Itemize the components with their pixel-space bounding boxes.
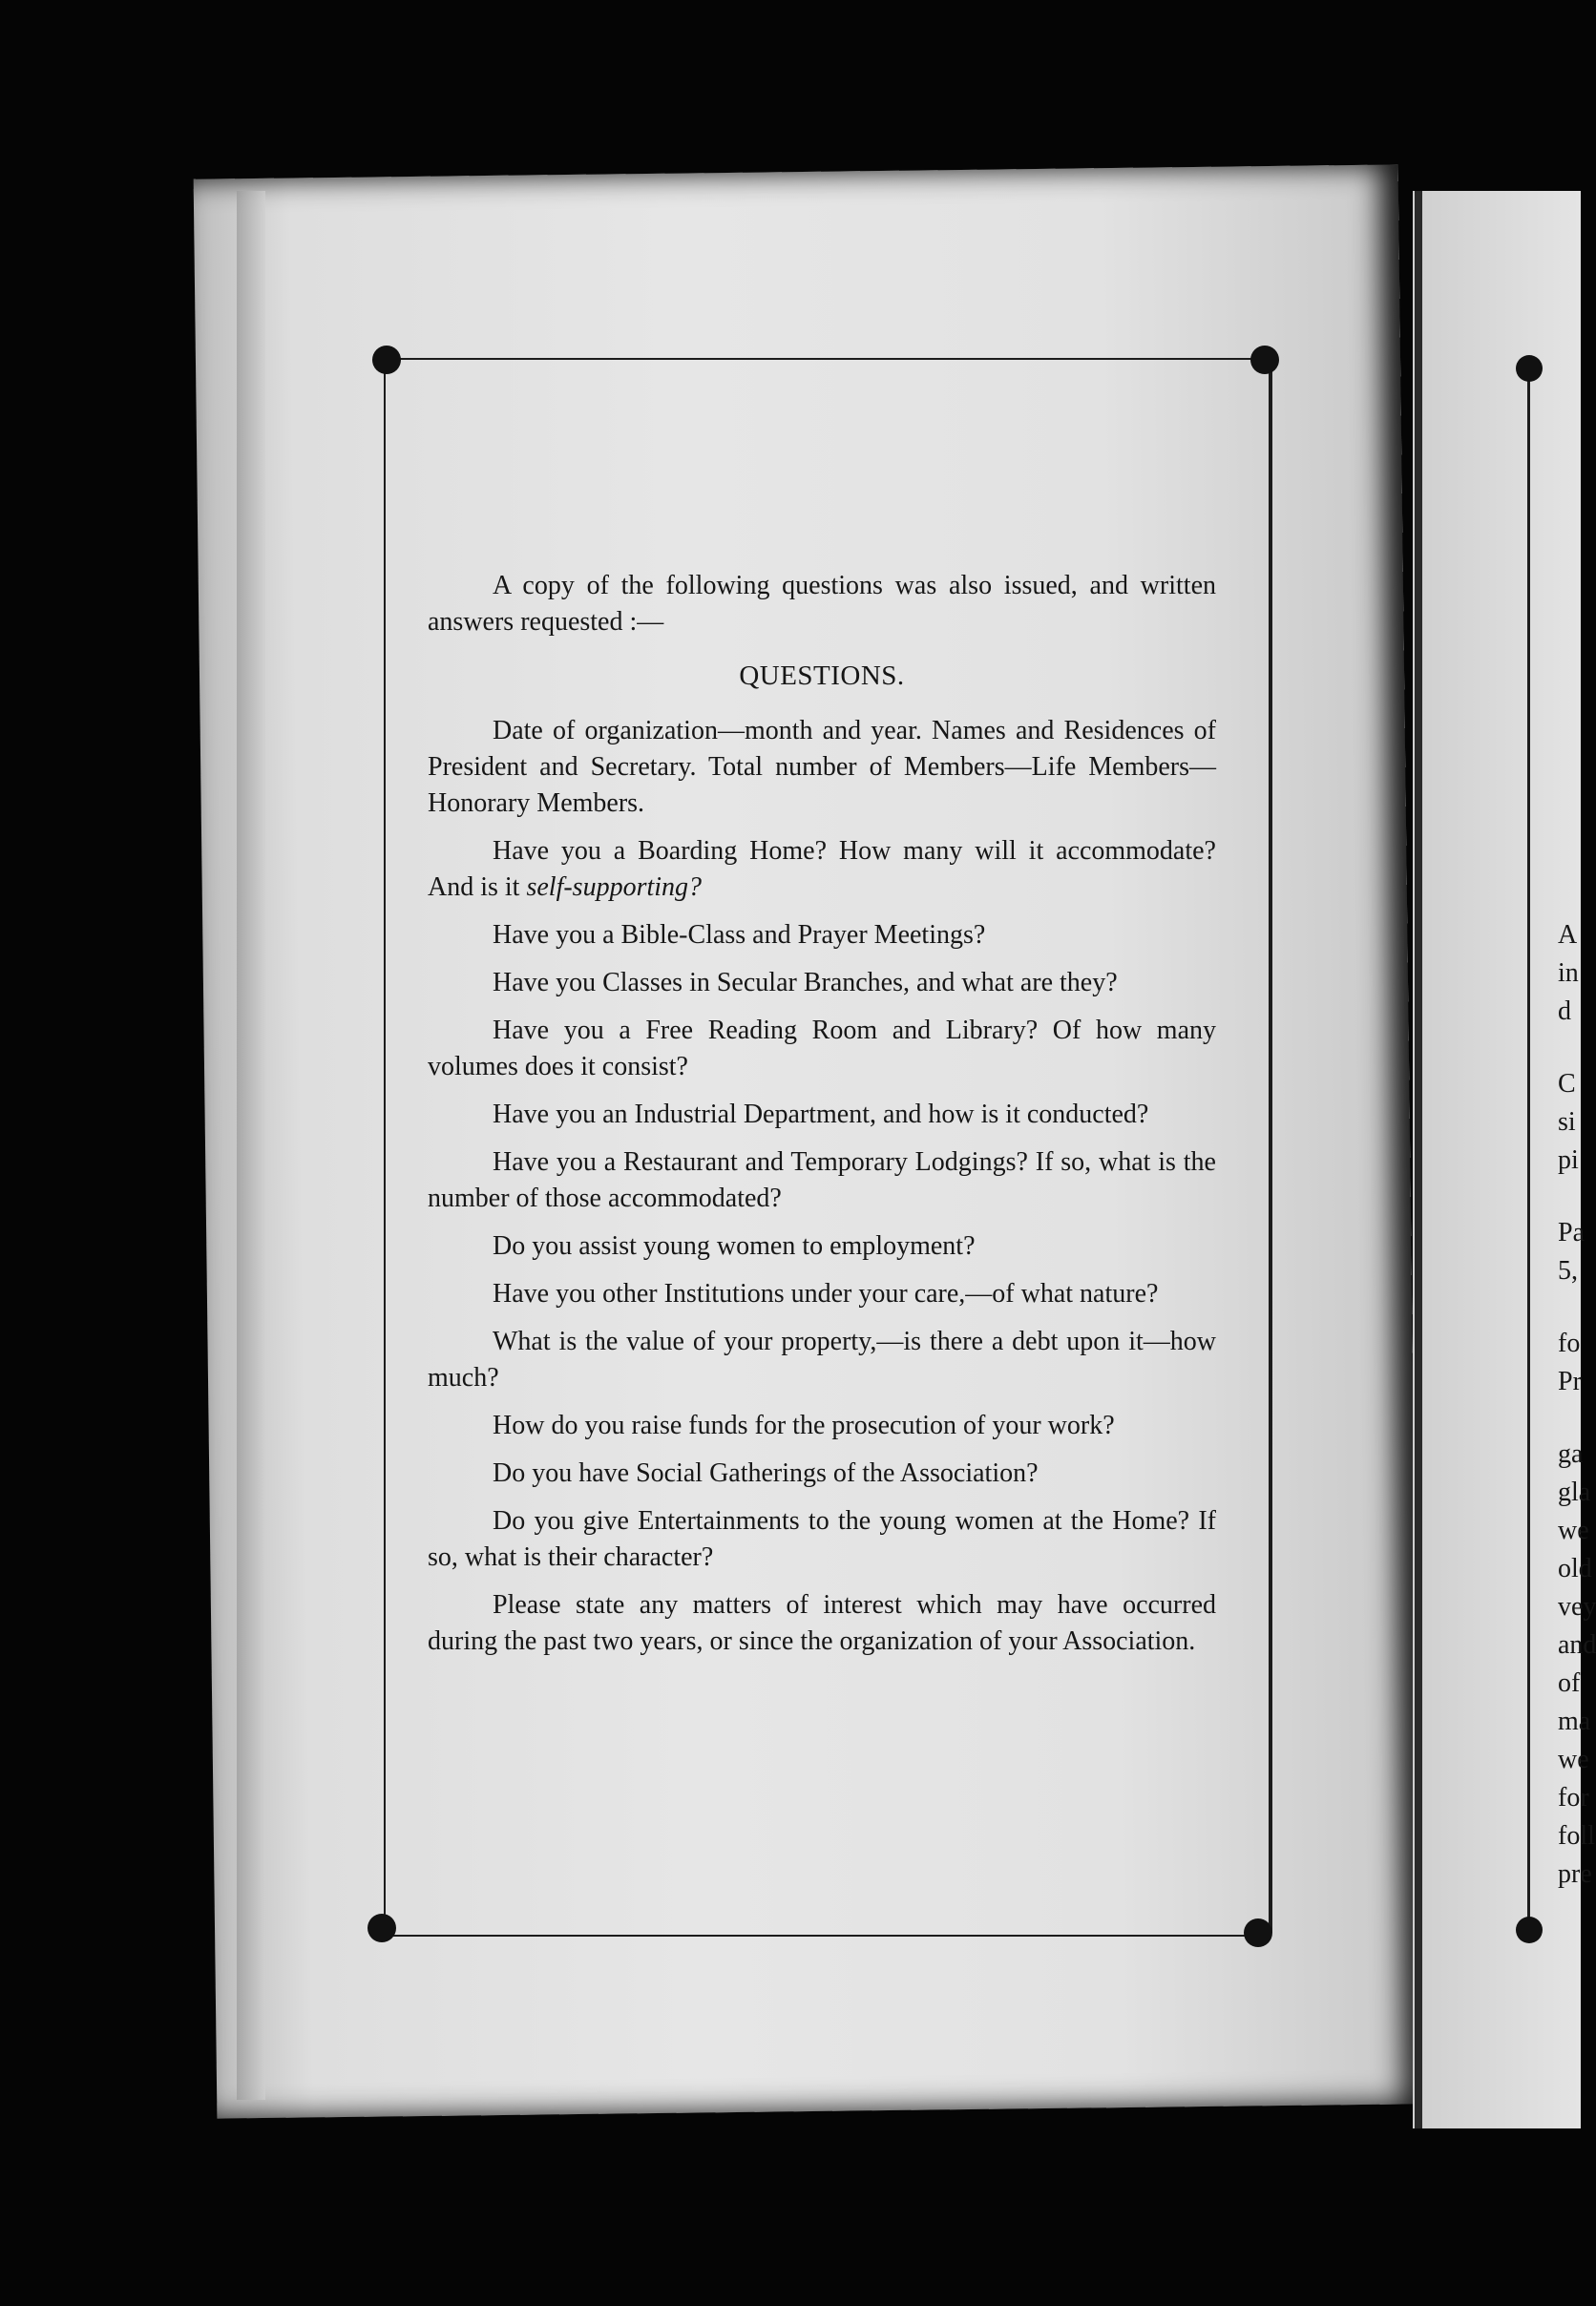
fragment-text: si [1558, 1107, 1576, 1137]
fragment-text: pre [1558, 1859, 1592, 1889]
question-text: Have you a Boarding Home? How many will it accommodate? And is it [428, 836, 1216, 902]
fragment-text: fo [1558, 1329, 1581, 1358]
fragment-text: we [1558, 1745, 1589, 1774]
corner-ornament-icon [368, 1914, 396, 1942]
question-paragraph: Have you other Institutions under your care,—of what nature? [493, 1279, 1159, 1309]
question-paragraph: Have you a Restaurant and Temporary Lodgings? If so, what is the number of those accommodated? [428, 1147, 1216, 1213]
spacer [1558, 1290, 1596, 1325]
fragment-text: for [1558, 1783, 1589, 1813]
question-paragraph: Do you assist young women to employment? [493, 1231, 976, 1261]
page-text [428, 568, 1216, 1671]
question-paragraph: Have you a Bible-Class and Prayer Meetings? [493, 920, 986, 950]
page-edge-shadow [237, 191, 265, 2100]
fragment-text: 5, [1558, 1256, 1578, 1286]
corner-ornament-icon [1516, 1917, 1543, 1943]
question-paragraph: Date of organization—month and year. Names and Residences of President and Secretary. Total number of Members—Life Members—Honorary Members. [428, 716, 1216, 818]
question-paragraph: Have you a Free Reading Room and Library? Of how many volumes does it consist? [428, 1016, 1216, 1081]
fragment-text: Pr [1558, 1367, 1582, 1396]
fragment-text: vey [1558, 1592, 1596, 1622]
fragment-text: gla [1558, 1478, 1591, 1507]
question-paragraph: What is the value of your property,—is there a debt upon it—how much? [428, 1327, 1216, 1393]
page-fold [1415, 191, 1422, 2128]
fragment-text: old [1558, 1554, 1592, 1583]
question-paragraph: Please state any matters of interest which may have occurred during the past two years, or since the organization of your Association. [428, 1590, 1216, 1656]
fragment-text: d [1558, 996, 1571, 1026]
right-page-border [1527, 367, 1530, 1923]
fragment-text: ma [1558, 1707, 1591, 1736]
question-paragraph: Have you Classes in Secular Branches, and what are they? [493, 968, 1118, 997]
question-paragraph: How do you raise funds for the prosecution of your work? [493, 1411, 1115, 1440]
corner-ornament-icon [1516, 355, 1543, 382]
fragment-text: ga [1558, 1439, 1584, 1469]
spacer [1558, 1401, 1596, 1436]
question-paragraph: Have you an Industrial Department, and how is it conducted? [493, 1100, 1149, 1129]
corner-ornament-icon [1250, 346, 1279, 374]
fragment-text: in [1558, 958, 1579, 988]
fragment-text: and [1558, 1630, 1596, 1660]
spacer [1558, 1180, 1596, 1214]
fragment-text: of [1558, 1668, 1581, 1698]
question-paragraph: Do you have Social Gatherings of the Association? [493, 1458, 1039, 1488]
spacer [1558, 1031, 1596, 1065]
corner-ornament-icon [1244, 1918, 1272, 1947]
fragment-text: we [1558, 1516, 1589, 1545]
fragment-text: A [1558, 920, 1578, 950]
fragment-text: foll [1558, 1821, 1595, 1851]
question-italic-text: self-supporting? [526, 872, 703, 902]
question-paragraph [428, 833, 1216, 906]
intro-paragraph: A copy of the following questions was also issued, and written answers requested :— [428, 571, 1216, 637]
fragment-text: pi [1558, 1145, 1579, 1175]
section-heading: QUESTIONS. [739, 660, 905, 691]
fragment-text: Pa [1558, 1218, 1585, 1247]
question-paragraph: Do you give Entertainments to the young women at the Home? If so, what is their character? [428, 1506, 1216, 1572]
right-page-fragments [1558, 916, 1596, 1894]
right-page [1413, 191, 1581, 2128]
corner-ornament-icon [372, 346, 401, 374]
fragment-text: C [1558, 1069, 1576, 1099]
